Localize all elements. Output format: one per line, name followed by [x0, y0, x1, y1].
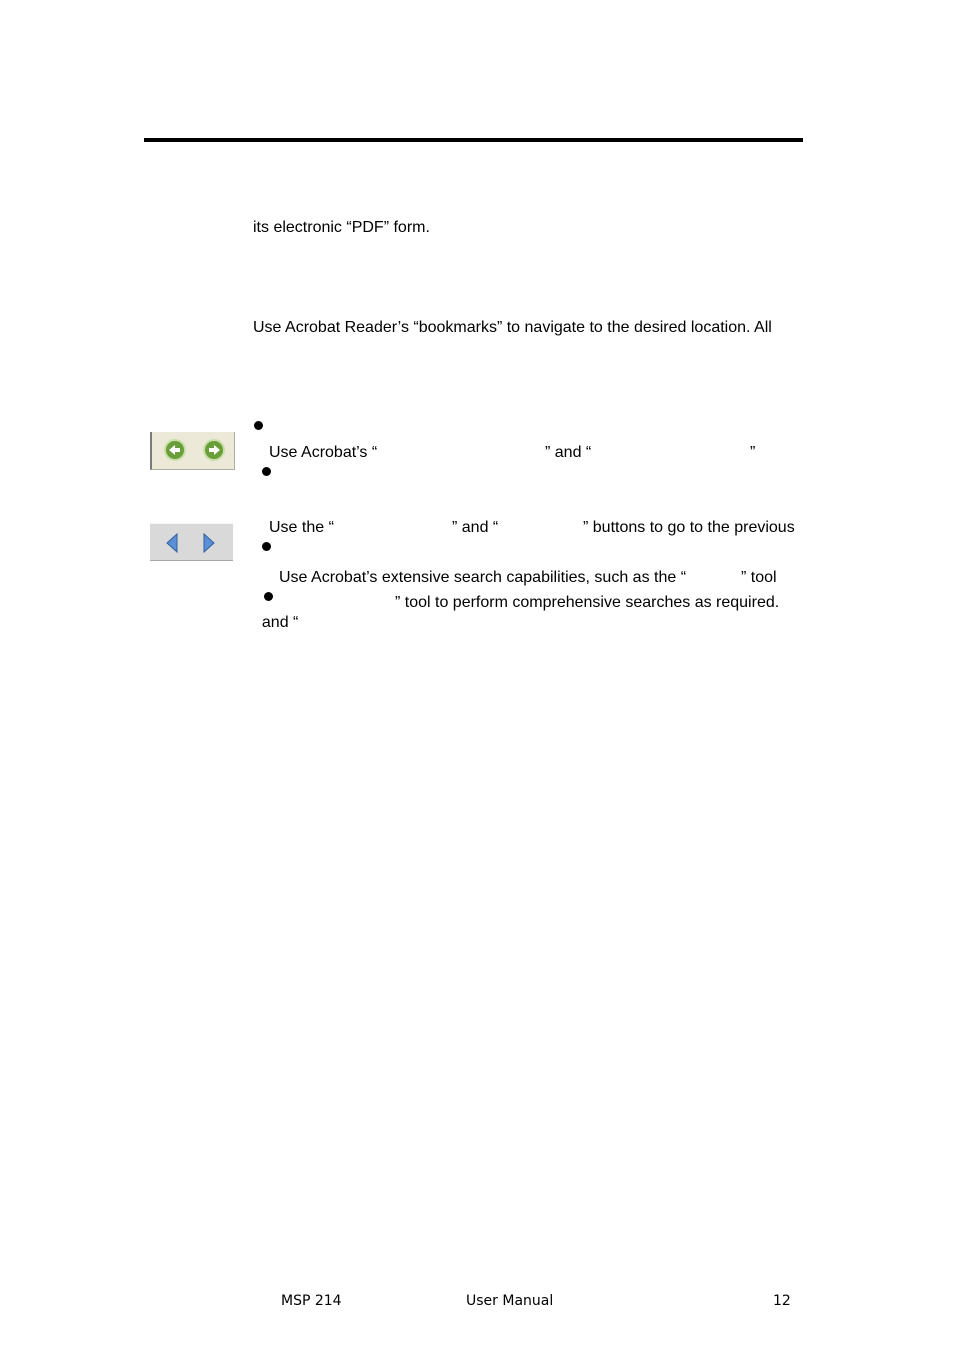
- bullet-use-the-text-1: Use the “: [269, 519, 334, 536]
- bullet-use-the-buttons: [253, 518, 795, 558]
- bullet-search-text-4: ” tool to perform comprehensive searches as required.: [395, 594, 780, 611]
- previous-view-icon: [164, 439, 186, 461]
- bullet-dot: [262, 542, 271, 551]
- previous-next-view-buttons-image: [150, 432, 235, 470]
- next-page-icon: [202, 533, 216, 553]
- footer-page-number: 12: [773, 1293, 791, 1309]
- bullet-acrobat-text-1: Use Acrobat’s “: [269, 444, 378, 461]
- bullet-acrobat-text-2: ” and “: [545, 444, 592, 461]
- bullet-acrobat-views: [253, 443, 756, 483]
- bullet-search-text-1: Use Acrobat’s extensive search capabilities, such as the “: [279, 569, 687, 586]
- body-text-pdf-form: its electronic “PDF” form.: [253, 219, 430, 236]
- bullet-search-text-3: and “: [261, 614, 299, 631]
- bullet-use-the-text-2: ” and “: [452, 519, 499, 536]
- footer-title: User Manual: [466, 1293, 554, 1309]
- previous-next-page-buttons-image: [150, 523, 233, 561]
- bullet-dot: [254, 421, 263, 430]
- header-rule: [144, 138, 803, 142]
- bullet-acrobat-text-3: ”: [750, 444, 756, 461]
- body-text-bookmarks: Use Acrobat Reader’s “bookmarks” to navigate to the desired location. All: [253, 319, 772, 336]
- bullet-use-the-text-3: ” buttons to go to the previous: [583, 519, 795, 536]
- next-view-icon: [203, 439, 225, 461]
- bullet-search-line-2: [253, 593, 780, 633]
- bullet-dot: [262, 467, 271, 476]
- previous-page-icon: [165, 533, 179, 553]
- footer-model: MSP 214: [281, 1293, 342, 1309]
- bullet-search-text-2: ” tool: [741, 569, 777, 586]
